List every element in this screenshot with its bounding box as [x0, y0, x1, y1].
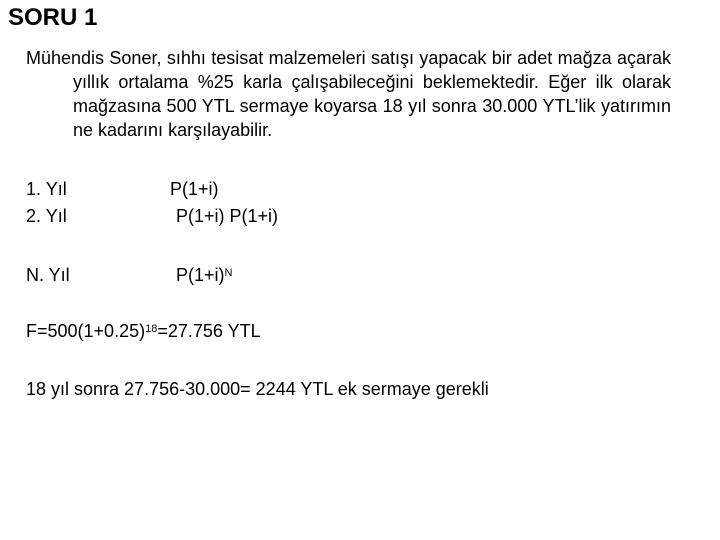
row-year-2-label: 2. Yıl	[26, 206, 67, 226]
conclusion-text: 18 yıl sonra 27.756-30.000= 2244 YTL ek sermaye gerekli	[26, 379, 489, 399]
problem-text: Mühendis Soner, sıhhı tesisat malzemeleri satışı yapacak bir adet mağza açarak yıllık ortalama %25 karla çalışabileceğini beklemektedir. Eğer ilk olarak mağzasına 500 YTL sermaye koyarsa 18 yıl sonra 30.000 YTL’lik yatırımın ne kadarını karşılayabilir.	[26, 48, 671, 140]
result-formula	[26, 320, 261, 342]
row-year-1-formula: P(1+i)	[170, 179, 219, 199]
row-year-n-formula-base: P(1+i)	[176, 265, 225, 285]
slide-title: SORU 1	[8, 4, 98, 31]
row-year-1-label: 1. Yıl	[26, 179, 67, 199]
result-exponent: 18	[145, 323, 158, 335]
row-year-n-label: N. Yıl	[26, 265, 70, 285]
row-year-n-formula	[176, 264, 232, 286]
result-prefix: F=500(1+0.25)	[26, 321, 146, 341]
row-year-2-formula: P(1+i) P(1+i)	[176, 206, 279, 226]
result-suffix: =27.756 YTL	[157, 321, 261, 341]
row-year-n-formula-exponent: N	[224, 267, 233, 279]
